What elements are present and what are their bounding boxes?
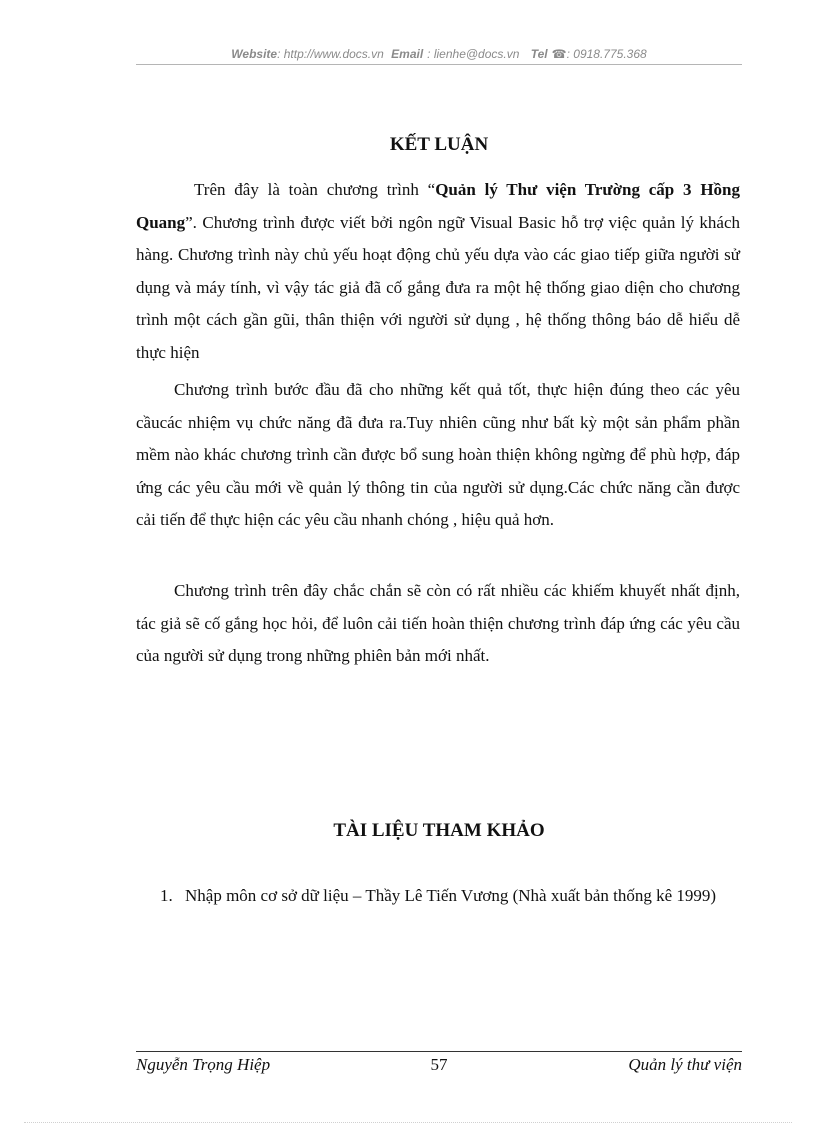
email-value: : lienhe@docs.vn [427,47,520,61]
references-title: TÀI LIỆU THAM KHẢO [333,820,545,841]
conclusion-title: KẾT LUẬN [389,134,489,155]
tel-value: : 0918.775.368 [566,47,647,61]
p1-bold-title: Quản lý Thư viện Trường cấp 3 Hồng Quang [136,180,740,232]
conclusion-paragraph-2: Chương trình bước đầu đã cho những kết quả tốt, thực hiện đúng theo các yêu cầucác nhiệm vụ chức năng đã đưa ra.Tuy nhiên cũng như bất kỳ một sản phẩm phần mềm nào khác chương trình cần được bổ sung hoàn thiện không ngừng để phù hợp, đáp ứng các yêu cầu mới về quản lý thông tin của người sử dụng.Các chức năng cần được cải tiến để thực hiện các yêu cầu nhanh chóng , hiệu quả hơn. [136,380,740,530]
website-label: Website [231,47,278,61]
footer-doc-title: Quản lý thư viện [628,1055,742,1074]
phone-icon: ☎ [551,47,567,61]
website-value: : http://www.docs.vn [277,47,384,61]
conclusion-paragraph-1 [136,174,740,370]
tel-label: Tel [530,47,548,61]
reference-item [160,880,742,913]
page-number: 57 [430,1055,448,1074]
reference-text: Nhập môn cơ sở dữ liệu – Thầy Lê Tiến Vương (Nhà xuất bản thống kê 1999) [185,886,717,905]
conclusion-paragraph-3: Chương trình trên đây chắc chắn sẽ còn có rất nhiều các khiếm khuyết nhất định, tác giả sẽ cố gắng học hỏi, để luôn cải tiến hoàn thiện chương trình đáp ứng các yêu cầu của người sử dụng trong những phiên bản mới nhất. [136,581,740,666]
email-label: Email [391,47,424,61]
p1-suffix: ”. Chương trình được viết bởi ngôn ngữ Visual Basic hỗ trợ việc quản lý khách hàng. Chương trình này chủ yếu hoạt động chủ yếu dựa vào các giao tiếp giữa người sử dụng và máy tính, vì vậy tác giả đã cố gắng đưa ra một hệ thống giao diện cho chương trình một cách gần gũi, thân thiện với người sử dụng , hệ thống thông báo dễ hiểu dễ thực hiện [136,212,740,362]
p1-prefix: Trên đây là toàn chương trình “ [194,180,436,199]
reference-number: 1. [160,886,173,905]
page-footer [136,1051,742,1080]
footer-author: Nguyễn Trọng Hiệp [136,1055,271,1074]
page-header [136,47,742,65]
